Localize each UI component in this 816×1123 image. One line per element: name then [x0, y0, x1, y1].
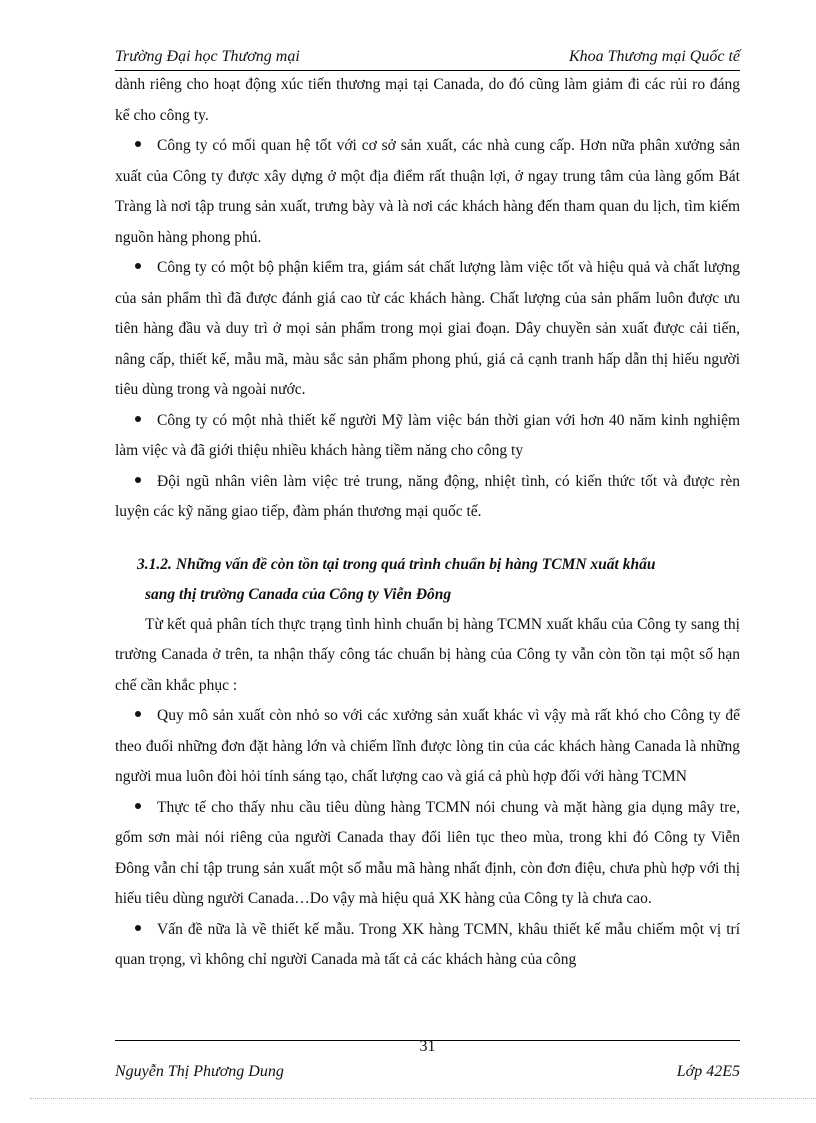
bullet-text: Thực tế cho thấy nhu cầu tiêu dùng hàng TCMN nói chung và mặt hàng gia dụng mây tre, gốm sơn mài nói riêng của người Canada thay đổi liên tục theo mùa, trong khi đó Công ty Viễn Đông vẫn chỉ tập trung sản xuất một số mẫu mã hàng nhất định, còn đơn điệu, chưa phù hợp với thị hiếu tiêu dùng người Canada…Do vậy mà hiệu quả XK hàng của Công ty là chưa cao. — [115, 798, 740, 907]
header-university: Trường Đại học Thương mại — [115, 48, 300, 65]
bullet-item — [115, 406, 740, 467]
bullet-item — [115, 701, 740, 793]
bullet-icon — [135, 263, 141, 269]
bullet-text: Công ty có một nhà thiết kế người Mỹ làm việc bán thời gian với hơn 40 năm kinh nghiệm làm việc và đã giới thiệu nhiều khách hàng tiềm năng cho công ty — [115, 411, 740, 459]
page-header — [115, 46, 740, 71]
section-heading — [115, 550, 740, 610]
bullet-item — [115, 793, 740, 915]
bullet-text: Đội ngũ nhân viên làm việc trẻ trung, năng động, nhiệt tình, có kiến thức tốt và được rèn luyện các kỹ năng giao tiếp, đàm phán thương mại quốc tế. — [115, 472, 740, 520]
bullet-text: Vấn đề nữa là về thiết kế mẫu. Trong XK hàng TCMN, khâu thiết kế mẫu chiếm một vị trí quan trọng, vì không chỉ người Canada mà tất cả các khách hàng của công — [115, 920, 740, 968]
bullet-item — [115, 131, 740, 253]
bullet-item — [115, 467, 740, 528]
footer-class: Lớp 42E5 — [676, 1063, 740, 1080]
bullet-text: Quy mô sản xuất còn nhỏ so với các xưởng sản xuất khác vì vậy mà rất khó cho Công ty để theo đuổi những đơn đặt hàng lớn và chiếm lĩnh được lòng tin của các khách hàng Canada là những người mua luôn đòi hỏi tính sáng tạo, chất lượng cao và giá cả phù hợp đối với hàng TCMN — [115, 707, 740, 785]
page-body — [115, 70, 740, 976]
bullet-icon — [135, 711, 141, 717]
bullet-icon — [135, 416, 141, 422]
bullet-text: Công ty có mối quan hệ tốt với cơ sở sản xuất, các nhà cung cấp. Hơn nữa phân xưởng sản xuất của Công ty được xây dựng ở một địa điểm rất thuận lợi, ở ngay trung tâm của làng gốm Bát Tràng là nơi tập trung sản xuất, trưng bày và là nơi các khách hàng đến tham quan du lịch, tìm kiếm nguồn hàng phong phú. — [115, 137, 740, 246]
section-title-line1: Những vấn đề còn tồn tại trong quá trình chuẩn bị hàng TCMN xuất khẩu — [175, 555, 656, 573]
section-title-line2: sang thị trường Canada của Công ty Viễn Đông — [145, 585, 452, 603]
bullet-icon — [135, 141, 141, 147]
page-number: 31 — [419, 1038, 436, 1055]
bullet-text: Công ty có một bộ phận kiểm tra, giám sát chất lượng làm việc tốt và hiệu quả và chất lượng của sản phẩm thì đã được đánh giá cao từ các khách hàng. Chất lượng của sản phẩm luôn được ưu tiên hàng đầu và duy trì ở mọi sản phẩm trong mọi giai đoạn. Dây chuyền sản xuất được cải tiến, nâng cấp, thiết kế, mẫu mã, màu sắc sản phẩm phong phú, giá cả cạnh tranh hấp dẫn thị hiếu người tiêu dùng trong và ngoài nước. — [115, 259, 740, 398]
bullet-item — [115, 253, 740, 406]
bullet-icon — [135, 925, 141, 931]
bullet-icon — [135, 477, 141, 483]
paragraph: Từ kết quả phân tích thực trạng tình hình chuẩn bị hàng TCMN xuất khẩu của Công ty sang thị trường Canada ở trên, ta nhận thấy công tác chuẩn bị hàng của Công ty vẫn còn tồn tại một số hạn chế cần khắc phục : — [115, 615, 740, 694]
paragraph-continued: dành riêng cho hoạt động xúc tiến thương mại tại Canada, do đó cũng làm giảm đi các rủi ro đáng kể cho công ty. — [115, 76, 740, 124]
page-edge-dotted-line — [30, 1098, 816, 1099]
section-number: 3.1.2. — [137, 555, 172, 573]
bullet-item — [115, 915, 740, 976]
bullet-icon — [135, 803, 141, 809]
header-faculty: Khoa Thương mại Quốc tế — [568, 48, 740, 65]
footer-author: Nguyễn Thị Phương Dung — [115, 1063, 284, 1080]
page-footer — [115, 1040, 740, 1081]
